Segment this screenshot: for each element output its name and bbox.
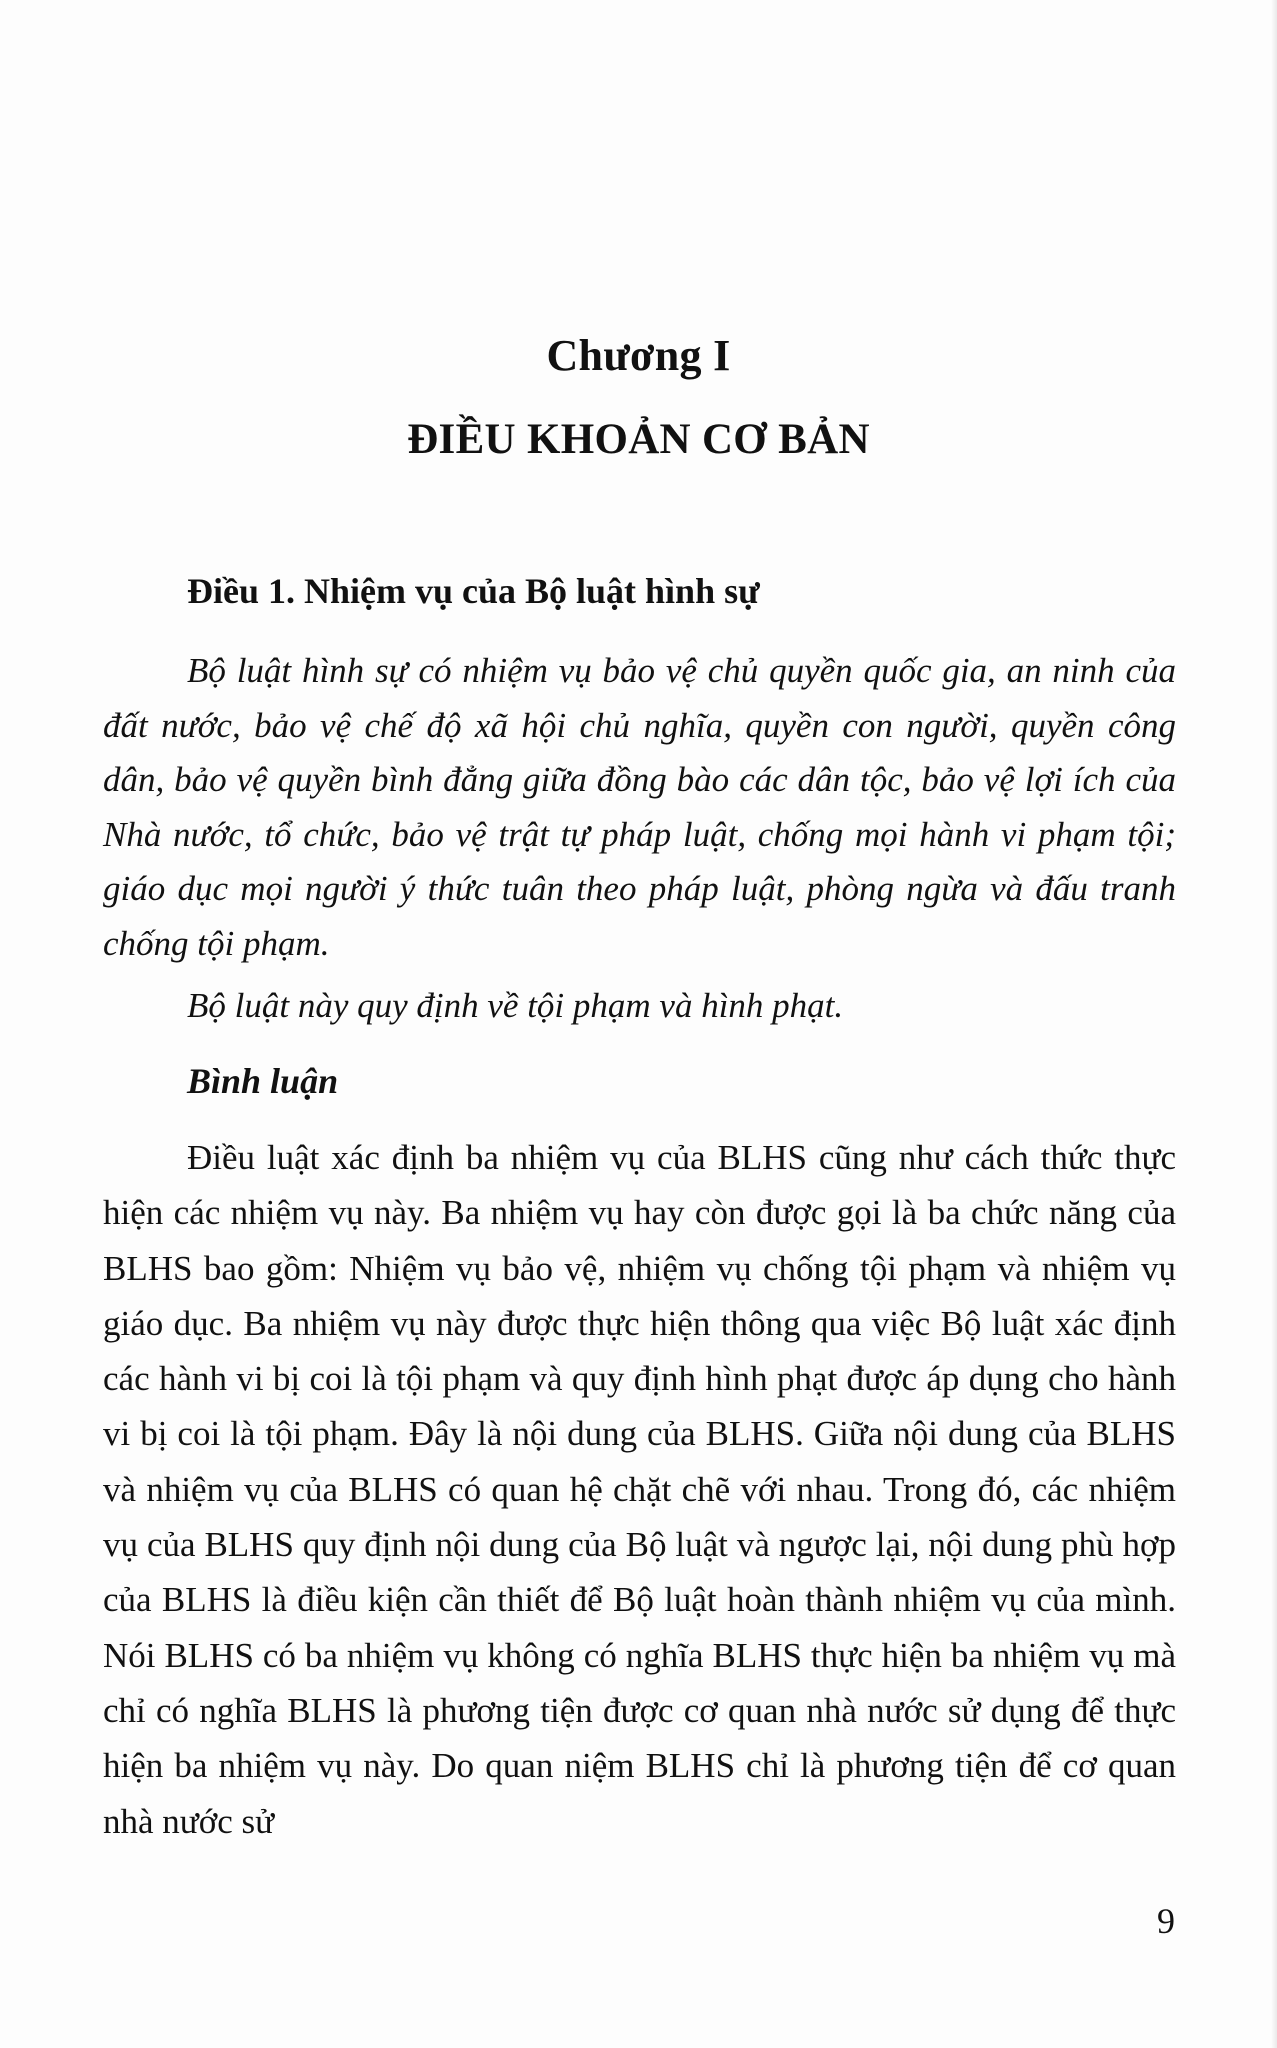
commentary-paragraph: Điều luật xác định ba nhiệm vụ của BLHS cũng như cách thức thực hiện các nhiệm vụ này. Ba nhiệm vụ hay còn được gọi là ba chức năng của BLHS bao gồm: Nhiệm vụ bảo vệ, nhiệm vụ chống tội phạm và nhiệm vụ giáo dục. Ba nhiệm vụ này được thực hiện thông qua việc Bộ luật xác định các hành vi bị coi là tội phạm và quy định hình phạt được áp dụng cho hành vi bị coi là tội phạm. Đây là nội dung của BLHS. Giữa nội dung của BLHS và nhiệm vụ của BLHS có quan hệ chặt chẽ với nhau. Trong đó, các nhiệm vụ của BLHS quy định nội dung của Bộ luật và ngược lại, nội dung phù hợp của BLHS là điều kiện cần thiết để Bộ luật hoàn thành nhiệm vụ của mình. Nói BLHS có ba nhiệm vụ không có nghĩa BLHS thực hiện ba nhiệm vụ mà chỉ có nghĩa BLHS là phương tiện được cơ quan nhà nước sử dụng để thực hiện ba nhiệm vụ này. Do quan niệm BLHS chỉ là phương tiện để cơ quan nhà nước sử (103, 1138, 1176, 1841)
article-body (103, 644, 1176, 1034)
article-paragraph: Bộ luật hình sự có nhiệm vụ bảo vệ chủ quyền quốc gia, an ninh của đất nước, bảo vệ chế độ xã hội chủ nghĩa, quyền con người, quyền công dân, bảo vệ quyền bình đẳng giữa đồng bào các dân tộc, bảo vệ lợi ích của Nhà nước, tổ chức, bảo vệ trật tự pháp luật, chống mọi hành vi phạm tội; giáo dục mọi người ý thức tuân theo pháp luật, phòng ngừa và đấu tranh chống tội phạm. (103, 651, 1176, 963)
article-heading: Điều 1. Nhiệm vụ của Bộ luật hình sự (187, 571, 760, 611)
commentary-heading: Bình luận (187, 1061, 339, 1101)
commentary-body (103, 1130, 1176, 1849)
page-edge-shadow (1271, 0, 1277, 2048)
article-paragraph: Bộ luật này quy định về tội phạm và hình phạt. (187, 986, 844, 1025)
chapter-title: ĐIỀU KHOẢN CƠ BẢN (407, 416, 870, 463)
chapter-number: Chương I (546, 331, 731, 380)
page-number: 9 (1157, 1901, 1175, 1941)
